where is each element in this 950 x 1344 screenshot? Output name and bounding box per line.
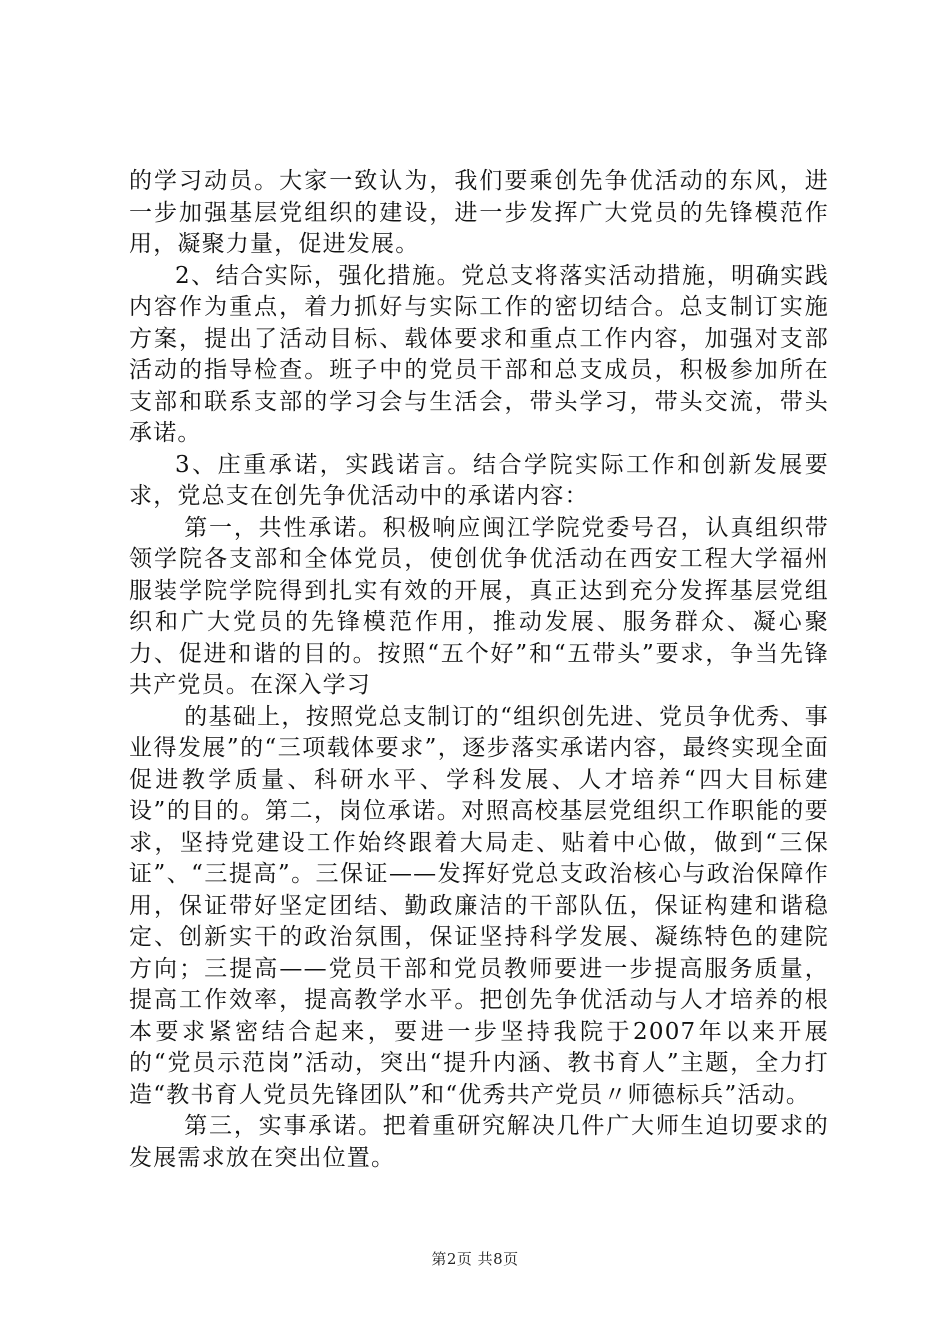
paragraph-1: 的学习动员。大家一致认为，我们要乘创先争优活动的东风，进一步加强基层党组织的建设，进一步发挥广大党员的先锋模范作用，凝聚力量，促进发展。 bbox=[129, 168, 829, 257]
paragraph-4: 第一，共性承诺。积极响应闽江学院党委号召，认真组织带领学院各支部和全体党员，使创优争优活动在西安工程大学福州服装学院学院得到扎实有效的开展，真正达到充分发挥基层党组织和广大党员的先锋模范作用，推动发展、服务群众、凝心聚力、促进和谐的目的。按照“五个好”和“五带头”要求，争当先锋共产党员。在深入学习 bbox=[129, 514, 829, 698]
paragraph-6: 第三，实事承诺。把着重研究解决几件广大师生迫切要求的发展需求放在突出位置。 bbox=[129, 1113, 829, 1171]
document-body bbox=[129, 166, 829, 1174]
paragraph-2: 2、结合实际，强化措施。党总支将落实活动措施，明确实践内容作为重点，着力抓好与实际工作的密切结合。总支制订实施方案，提出了活动目标、载体要求和重点工作内容，加强对支部活动的指导检查。班子中的党员干部和总支成员，积极参加所在支部和联系支部的学习会与生活会，带头学习，带头交流，带头承诺。 bbox=[129, 262, 829, 446]
page-footer: 第2页 共8页 bbox=[431, 1250, 519, 1268]
paragraph-5: 的基础上，按照党总支制订的“组织创先进、党员争优秀、事业得发展”的“三项载体要求”，逐步落实承诺内容，最终实现全面促进教学质量、科研水平、学科发展、人才培养“四大目标建设”的目的。第二，岗位承诺。对照高校基层党组织工作职能的要求，坚持党建设工作始终跟着大局走、贴着中心做，做到“三保证”、“三提高”。三保证——发挥好党总支政治核心与政治保障作用，保证带好坚定团结、勤政廉洁的干部队伍，保证构建和谐稳定、创新实干的政治氛围，保证坚持科学发展、凝练特色的建院方向；三提高——党员干部和党员教师要进一步提高服务质量，提高工作效率，提高教学水平。把创先争优活动与人才培养的根本要求紧密结合起来，要进一步坚持我院于2007年以来开展的“党员示范岗”活动，突出“提升内涵、教书育人”主题，全力打造“教书育人党员先锋团队”和“优秀共产党员〃师德标兵”活动。 bbox=[129, 703, 829, 1108]
paragraph-3: 3、庄重承诺，实践诺言。结合学院实际工作和创新发展要求，党总支在创先争优活动中的承诺内容： bbox=[129, 451, 829, 509]
